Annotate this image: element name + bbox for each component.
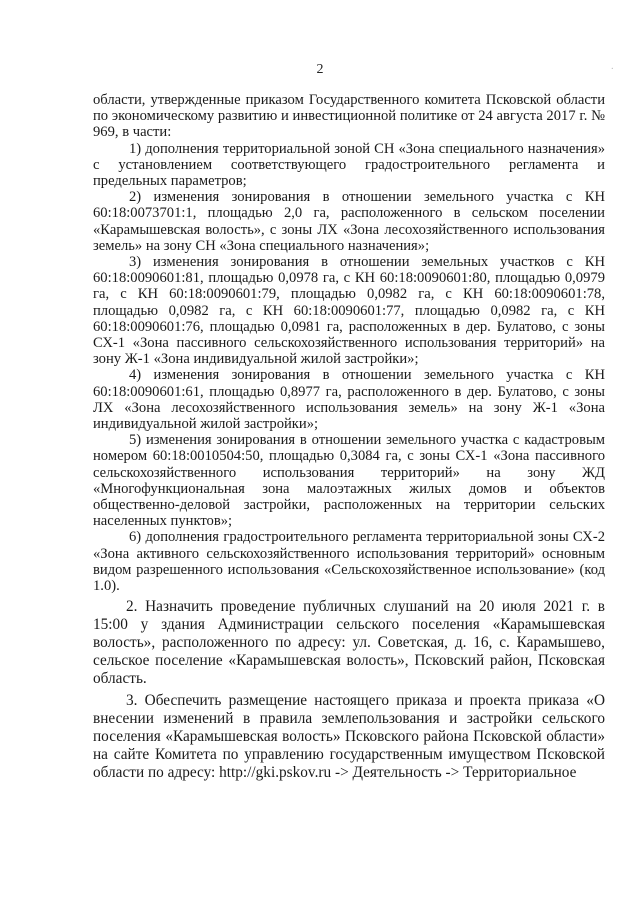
document-body	[93, 92, 605, 782]
paragraph-section-3: 3. Обеспечить размещение настоящего приказа и проекта приказа «О внесении изменений в правила землепользования и застройки сельского поселения «Карамышевская волость» Псковского района Псковской области» на сайте Комитета по управлению государственным имуществом Псковской области по адресу: http://gki.pskov.ru -> Деятельность -> Территориальное	[93, 692, 605, 782]
paragraph-item-4: 4) изменения зонирования в отношении земельного участка с КН 60:18:0090601:61, площадью 0,8977 га, расположенного в дер. Булатово, с зоны ЛХ «Зона лесохозяйственного использования земель» на зону Ж-1 «Зона индивидуальной жилой застройки»;	[93, 367, 605, 433]
paragraph-intro-continuation: области, утвержденные приказом Государственного комитета Псковской области по экономическому развитию и инвестиционной политике от 24 августа 2017 г. № 969, в части:	[93, 92, 605, 141]
paragraph-item-3: 3) изменения зонирования в отношении земельных участков с КН 60:18:0090601:81, площадью 0,0978 га, с КН 60:18:0090601:80, площадью 0,0979 га, с КН 60:18:0090601:79, площадью 0,0982 га, с КН 60:18:0090601:78, площадью 0,0982 га, с КН 60:18:0090601:77, площадью 0,0982 га, с КН 60:18:0090601:76, площадью 0,0981 га, расположенных в дер. Булатово, с зоны СХ-1 «Зона пассивного сельскохозяйственного использования территорий» на зону Ж-1 «Зона индивидуальной жилой застройки»;	[93, 254, 605, 368]
page-number: 2	[316, 62, 324, 77]
paragraph-item-5: 5) изменения зонирования в отношении земельного участка с кадастровым номером 60:18:0010504:50, площадью 0,3084 га, с зоны СХ-1 «Зона пассивного сельскохозяйственного использования территорий» на зону ЖД «Многофункциональная зона малоэтажных жилых домов и объектов общественно-деловой застройки, расположенных на территории сельских населенных пунктов»;	[93, 432, 605, 530]
paragraph-item-2: 2) изменения зонирования в отношении земельного участка с КН 60:18:0073701:1, площадью 2,0 га, расположенного в сельском поселении «Карамышевская волость», с зоны ЛХ «Зона лесохозяйственного использования земель» на зону СН «Зона специального назначения»;	[93, 189, 605, 254]
paragraph-section-2: 2. Назначить проведение публичных слушаний на 20 июля 2021 г. в 15:00 у здания Администрации сельского поселения «Карамышевская волость», расположенного по адресу: ул. Советская, д. 16, с. Карамышево, сельское поселение «Карамышевская волость», Псковский район, Псковская область.	[93, 598, 605, 688]
paragraph-item-6: 6) дополнения градостроительного регламента территориальной зоны СХ-2 «Зона активного сельскохозяйственного использования территорий» основным видом разрешенного использования «Сельскохозяйственное использование» (код 1.0).	[93, 529, 605, 595]
corner-mark: ·	[610, 64, 614, 75]
paragraph-item-1: 1) дополнения территориальной зоной СН «Зона специального назначения» с установлением соответствующего градостроительного регламента и предельных параметров;	[93, 140, 605, 190]
